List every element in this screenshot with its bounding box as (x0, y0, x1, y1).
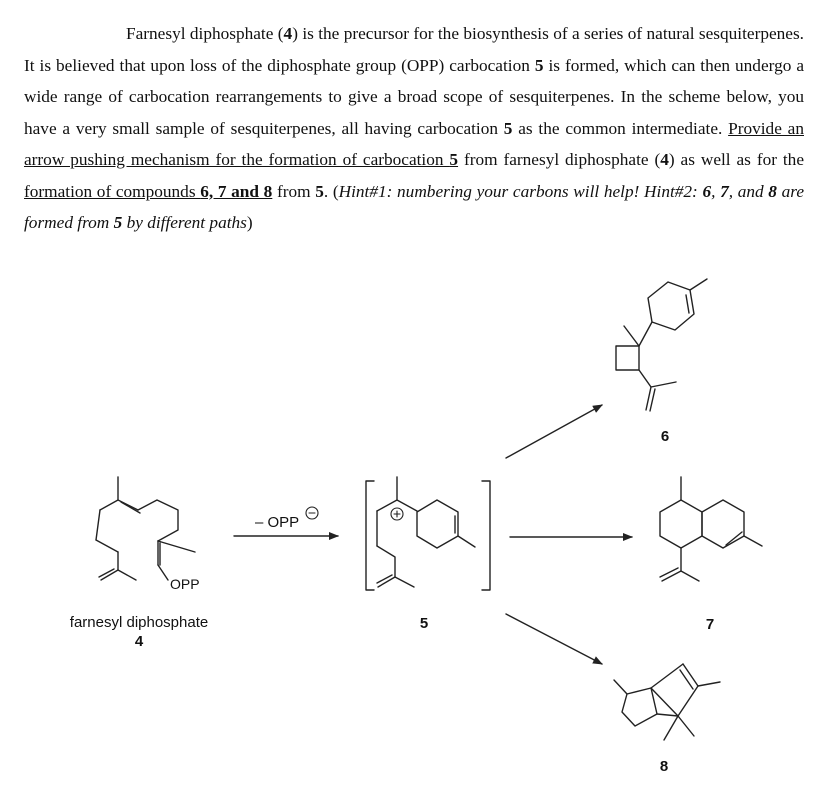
carbocation-5-structure (366, 477, 490, 590)
reactant-number: 4 (134, 633, 144, 650)
reaction-arrow-5-to-6 (506, 405, 602, 458)
product-6-structure (616, 279, 707, 411)
underlined-task-1: Provide an arrow pushing mechanism for the formation of carbocation 5 (24, 118, 804, 169)
question-paragraph: Farnesyl diphosphate (4) is the precursor for the biosynthesis of a series of natural sesquiterpenes. It is believed that upon loss of the diphosphate group (OPP) carbocation 5 is formed, which can then undergo a wide range of carbocation rearrangements to give a broad scope of sesquiterpenes. In the scheme below, you have a very small sample of sesquiterpenes, all having carbocation 5 as the common intermediate. Provide an arrow pushing mechanism for the formation of carbocation 5 from farnesyl diphosphate (4) as well as for the formation of compounds 6, 7 and 8 from 5. (Hint#1: numbering your carbons will help! Hint#2: 6, 7, and 8 are formed from 5 by different paths) (24, 24, 804, 232)
product-8-structure (614, 664, 720, 740)
underlined-task-2: formation of compounds 6, 7 and 8 (24, 181, 273, 201)
intermediate-number: 5 (419, 615, 429, 632)
product-6-number: 6 (660, 428, 670, 445)
hint-text: Hint#1: numbering your carbons will help! Hint#2: 6, 7, and 8 are formed from 5 by different paths (24, 181, 804, 232)
reagent-label: – OPP (255, 514, 300, 531)
farnesyl-diphosphate-structure (96, 477, 195, 580)
reactant-name: farnesyl diphosphate (69, 614, 209, 631)
opp-label: OPP (170, 576, 200, 592)
product-8-number: 8 (659, 758, 669, 775)
product-7-number: 7 (705, 616, 715, 633)
reaction-arrow-5-to-8 (506, 614, 602, 664)
product-7-structure (660, 477, 762, 581)
